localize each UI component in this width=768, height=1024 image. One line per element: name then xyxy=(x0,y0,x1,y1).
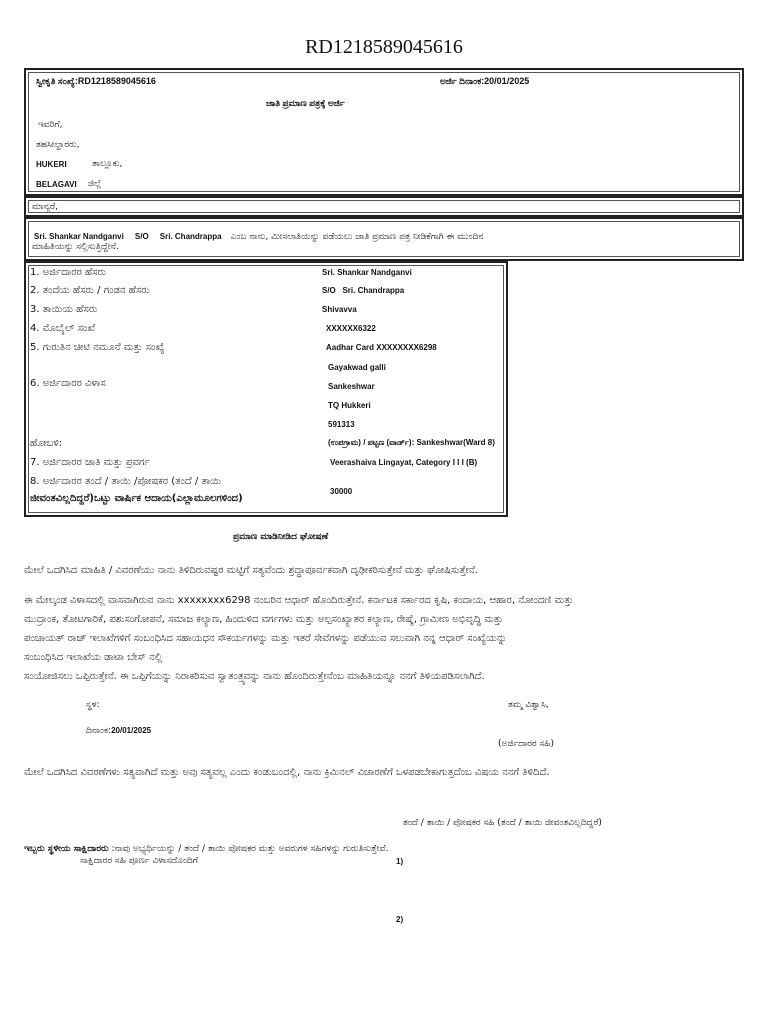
father-name-label: 2. ತಂದೆಯ ಹೆಸರು / ಗಂಡನ ಹೆಸರು xyxy=(30,285,150,296)
tahsildar-label: ತಹಸೀಲ್ದಾರರು, xyxy=(36,140,80,150)
declaration-heading: ಪ್ರಮಾಣ ಮಾಡಿನೀಡಿದ ಘೋಷಣೆ xyxy=(233,532,329,542)
application-date: ಅರ್ಜಿ ದಿನಾಂಕ:20/01/2025 xyxy=(440,76,530,86)
consent-paragraph-line: ಪಂಚಾಯತ್ ರಾಜ್ ಇಲಾಖೆಗಳಿಗೆ ಸಂಬಂಧಿಸಿದ ಸಹಾಯಧನ ಸೌಕರ್ಯಗಳನ್ನು ಮತ್ತು ಇತರೆ ಸೇವೆಗಳನ್ನು ಪಡೆಯುವ ಸಲುವಾಗಿ ನನ್ನ ಆಧಾರ್ ಸಂಖ್ಯೆಯನ್ನು xyxy=(24,633,507,644)
caste-label: 7. ಅರ್ಜಿದಾರರ ಜಾತಿ ಮತ್ತು ಪ್ರವರ್ಗ xyxy=(30,457,150,468)
mobile-label: 4. ಮೊಬೈಲ್ ಸಂಖೆ xyxy=(30,323,96,334)
intro-father: Sri. Chandrappa xyxy=(159,232,222,241)
mother-name-value: Shivavva xyxy=(322,305,357,314)
perjury-statement: ಮೇಲೆ ಒದಗಿಸಿದ ವಿವರಣೆಗಳು ಸತ್ಯವಾಗಿದೆ ಮತ್ತು ಅವು ಸತ್ಯವಲ್ಲ ಎಂದು ಕಂಡುಬಂದಲ್ಲಿ, ನಾನು ಕ್ರಿಮಿನಲ್ ವಿಚಾರಣೆಗೆ ಒಳಪಡಬೇಕಾಗುತ್ತದೆಂಬ ವಿಷಯ ನನಗೆ ತಿಳಿದಿದೆ. xyxy=(24,767,550,778)
witness-1-marker: 1) xyxy=(396,857,404,866)
address-line: Gayakwad galli xyxy=(328,363,386,372)
witness-statement xyxy=(24,836,388,855)
form-subject: ಜಾತಿ ಪ್ರಮಾಣ ಪತ್ರಕ್ಕೆ ಅರ್ಜಿ xyxy=(266,98,345,108)
parent-signature-label: ತಂದೆ / ತಾಯಿ / ಪೋಷಕರ ಸಹಿ (ತಂದೆ / ತಾಯಿ ಜೀವಂತವಿಲ್ಲದಿದ್ದರೆ) xyxy=(403,818,602,828)
intro-text-2: ಮಾಹಿತಿಯನ್ನು ಸಲ್ಲಿಸುತ್ತಿದ್ದೇನೆ. xyxy=(32,242,119,252)
address-line: Sankeshwar xyxy=(328,382,375,391)
witness-signature-label: ಸಾಕ್ಷಿದಾರರ ಸಹಿ ಪೂರ್ಣ ವಿಳಾಸದೊಂದಿಗೆ xyxy=(80,856,198,866)
address-line: 591313 xyxy=(328,420,355,429)
income-label-line-2: ಜೀವಂತವಿಲ್ಲದಿದ್ದರೆ)ಒಟ್ಟು ವಾರ್ಷಿಕ ಆದಾಯ(ಎಲ್ಲಾಮೂಲಗಳಿಂದ) xyxy=(30,493,243,504)
intro-line-1 xyxy=(34,224,483,243)
taluk-suffix: ತಾಲ್ಲೂಕು, xyxy=(92,159,123,169)
witness-2-marker: 2) xyxy=(396,915,404,924)
address-label: 6. ಅರ್ಜಿದಾರರ ವಿಳಾಸ xyxy=(30,378,106,389)
hobli-label: ಹೋಬಳಿ: xyxy=(30,438,63,449)
taluk-name: HUKERI xyxy=(36,160,67,169)
hobli-value: (ಉಪಗ್ರಾಮ) / ಪಟ್ಟಣ (ವಾರ್ಡ್): Sankeshwar(Ward 8) xyxy=(328,438,495,447)
place-label: ಸ್ಥಳ: xyxy=(86,700,100,710)
yours-faithfully: ತಮ್ಮ ವಿಶ್ವಾಸಿ, xyxy=(508,700,549,710)
consent-paragraph-line: ಸಂಯೋಜಿಸಲು ಒಪ್ಪಿರುತ್ತೇನೆ. ಈ ಒಪ್ಪಿಗೆಯನ್ನು ನಿರಾಕರಿಸುವ ಸ್ವಾತಂತ್ರ್ಯವನ್ನು ನಾನು ಹೊಂದಿರುತ್ತೇನೆಂಬ ಮಾಹಿತಿಯನ್ನೂ ನನಗೆ ತಿಳಿಯಪಡಿಸಲಾಗಿದೆ. xyxy=(24,671,485,682)
id-label: 5. ಗುರುತಿನ ಚೀಟಿ ನಮೂನೆ ಮತ್ತು ಸಂಖ್ಯೆ xyxy=(30,342,165,353)
date-label: ದಿನಾಂಕ: xyxy=(86,726,112,736)
mother-name-label: 3. ತಾಯಿಯ ಹೆಸರು xyxy=(30,304,98,315)
income-label-line-1: 8. ಅರ್ಜಿದಾರರ ತಂದೆ / ತಾಯಿ /ಪೋಷಕರ (ತಂದೆ / ತಾಯಿ xyxy=(30,476,221,487)
header-box xyxy=(24,68,744,196)
id-value: Aadhar Card XXXXXXXX6298 xyxy=(326,343,437,352)
father-name-value: S/O Sri. Chandrappa xyxy=(322,286,405,295)
acknowledgement-number: ಸ್ವೀಕೃತಿ ಸಂಖ್ಯೆ:RD1218589045616 xyxy=(36,76,156,86)
address-line: TQ Hukkeri xyxy=(328,401,371,410)
intro-so: S/O xyxy=(134,232,149,241)
witness-heading: ಇಬ್ಬರು ಸ್ಥಳೀಯ ಸಾಕ್ಷಿದಾರರು xyxy=(24,844,109,854)
consent-paragraph-line: ಈ ಮೇಲ್ಕಂಡ ವಿಳಾಸದಲ್ಲಿ ವಾಸವಾಗಿರುವ ನಾನು xxxxxxxx6298 ನಂಬರಿನ ಆಧಾರ್ ಹೊಂದಿರುತ್ತೇನೆ. ಕರ್ನಾಟಕ ಸರ್ಕಾರದ ಕೃಷಿ, ಕಂದಾಯ, ಆಹಾರ, ನೋಂದಣಿ ಮತ್ತು xyxy=(24,595,574,606)
district-name: BELAGAVI xyxy=(36,180,77,189)
consent-paragraph-line: ಮುದ್ರಾಂಕ, ತೋಟಗಾರಿಕೆ, ಪಶುಸಂಗೋಪನೆ, ಸಮಾಜ ಕಲ್ಯಾಣ, ಹಿಂದುಳಿದ ವರ್ಗಗಳು ಮತ್ತು ಅಲ್ಪಸಂಖ್ಯಾತರ ಕಲ್ಯಾಣ, ರೇಷ್ಮೆ, ಗ್ರಾಮೀಣ ಅಭಿವೃದ್ಧಿ ಮತ್ತು xyxy=(24,614,504,625)
applicant-signature-label: (ಅರ್ಜಿದಾರರ ಸಹಿ) xyxy=(498,739,554,749)
salutation: ಮಾನ್ಯರೆ, xyxy=(32,202,58,212)
date-value: 20/01/2025 xyxy=(111,726,152,735)
addressee: ಇವರಿಗೆ, xyxy=(38,120,63,130)
consent-paragraph-line: ಸಂಬಂಧಿಸಿದ ಇಲಾಖೆಯ ಡಾಟಾ ಬೇಸ್ ನಲ್ಲಿ xyxy=(24,652,163,663)
declaration-paragraph-1: ಮೇಲೆ ಒದಗಿಸಿದ ಮಾಹಿತಿ / ವಿವರಣೆಯು ನಾನು ತಿಳಿದಿರುವಷ್ಟರ ಮಟ್ಟಿಗೆ ಸತ್ಯವೆಂದು ಶ್ರದ್ಧಾಪೂರ್ವಕವಾಗಿ ದೃಢೀಕರಿಸುತ್ತೇನೆ ಮತ್ತು ಘೋಷಿಸುತ್ತೇನೆ. xyxy=(24,565,478,576)
details-box xyxy=(24,261,508,517)
applicant-name-value: Sri. Shankar Nandganvi xyxy=(322,268,412,277)
intro-applicant-name: Sri. Shankar Nandganvi xyxy=(34,232,124,241)
district-suffix: ಜಿಲ್ಲೆ xyxy=(88,179,102,189)
document-title: RD1218589045616 xyxy=(305,36,463,58)
intro-text-1: ಎಂಬ ನಾನು, ಮೀಸಲಾತಿಯನ್ನು ಪಡೆಯಲು ಜಾತಿ ಪ್ರಮಾಣ ಪತ್ರ ನೀಡಿಕೆಗಾಗಿ ಈ ಮುಂದಿನ xyxy=(230,232,484,242)
mobile-value: XXXXXX6322 xyxy=(326,324,376,333)
income-value: 30000 xyxy=(330,487,353,496)
witness-text: :ನಾವು ಅಭ್ಯರ್ಥಿಯನ್ನು / ತಂದೆ / ತಾಯಿ ಪೋಷಕರ ಮತ್ತು ಅವರುಗಳ ಸಹಿಗಳನ್ನು ಗುರುತಿಸುತ್ತೇವೆ. xyxy=(108,844,389,854)
applicant-name-label: 1. ಅರ್ಜಿದಾರರ ಹೆಸರು xyxy=(30,267,107,278)
declaration-date xyxy=(86,718,151,737)
salutation-box xyxy=(24,196,744,217)
caste-value: Veerashaiva Lingayat, Category I I I (B) xyxy=(330,458,478,467)
intro-box xyxy=(24,217,744,261)
